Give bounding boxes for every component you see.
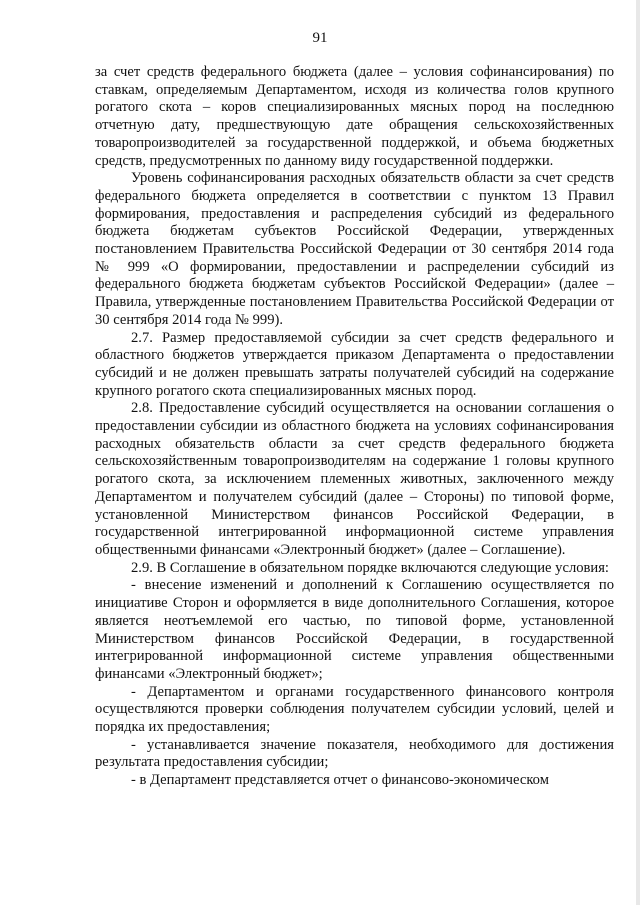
list-item-inspections: - Департаментом и органами государственного финансового контроля осуществляются проверки соблюдения получателем субсидии условий, целей и порядка их предоставления; <box>95 683 614 736</box>
document-body <box>95 64 614 790</box>
paragraph-2-9: 2.9. В Соглашение в обязательном порядке включаются следующие условия: <box>131 559 609 576</box>
scan-edge <box>636 0 640 905</box>
paragraph-2-8: 2.8. Предоставление субсидий осуществляется на основании соглашения о предоставлении субсидии из областного бюджета на условиях софинансирования расходных обязательств области за счет средств федерального бюджета сельскохозяйственным товаропроизводителям на содержание 1 головы крупного рогатого скота, за исключением племенных животных, заключенного между Департаментом и получателем субсидий (далее – Стороны) по типовой форме, установленной Министерством финансов Российской Федерации, в государственной интегрированной информационной системе управления общественными финансами «Электронный бюджет» (далее – Соглашение). <box>95 400 614 558</box>
page-number: 91 <box>312 30 328 46</box>
list-item-report: - в Департамент представляется отчет о финансово-экономическом <box>131 772 549 789</box>
paragraph-continuation: за счет средств федерального бюджета (далее – условия софинансирования) по ставкам, определяемым Департаментом, исходя из количества голов крупного рогатого скота – коров специализированных мясных пород на последнюю отчетную дату, предшествующую дате обращения сельскохозяйственных товаропроизводителей за государственной поддержкой, и объема бюджетных средств, предусмотренных по данному виду государственной поддержки. <box>95 64 614 169</box>
paragraph-cofinancing-level: Уровень софинансирования расходных обязательств области за счет средств федерального бюджета определяется в соответствии с пунктом 13 Правил формирования, предоставления и распределения субсидий из федерального бюджета бюджетам субъектов Российской Федерации, утвержденных постановлением Правительства Российской Федерации от 30 сентября 2014 года № 999 «О формировании, предоставлении и распределении субсидий из федерального бюджета бюджетам субъектов Российской Федерации» (далее – Правила, утвержденные постановлением Правительства Российской Федерации от 30 сентября 2014 года № 999). <box>95 170 614 328</box>
paragraph-2-7: 2.7. Размер предоставляемой субсидии за счет средств федерального и областного бюджетов утверждается приказом Департамента о предоставлении субсидий и не должен превышать затраты получателей субсидий на содержание крупного рогатого скота специализированных мясных пород. <box>95 329 614 399</box>
list-item-amendments: - внесение изменений и дополнений к Соглашению осуществляется по инициативе Сторон и оформляется в виде дополнительного Соглашения, которое является неотъемлемой его частью, по типовой форме, установленной Министерством финансов Российской Федерации, в государственной интегрированной информационной системе управления общественными финансами «Электронный бюджет»; <box>95 577 614 682</box>
list-item-indicator: - устанавливается значение показателя, необходимого для достижения результата предоставления субсидии; <box>95 736 614 771</box>
